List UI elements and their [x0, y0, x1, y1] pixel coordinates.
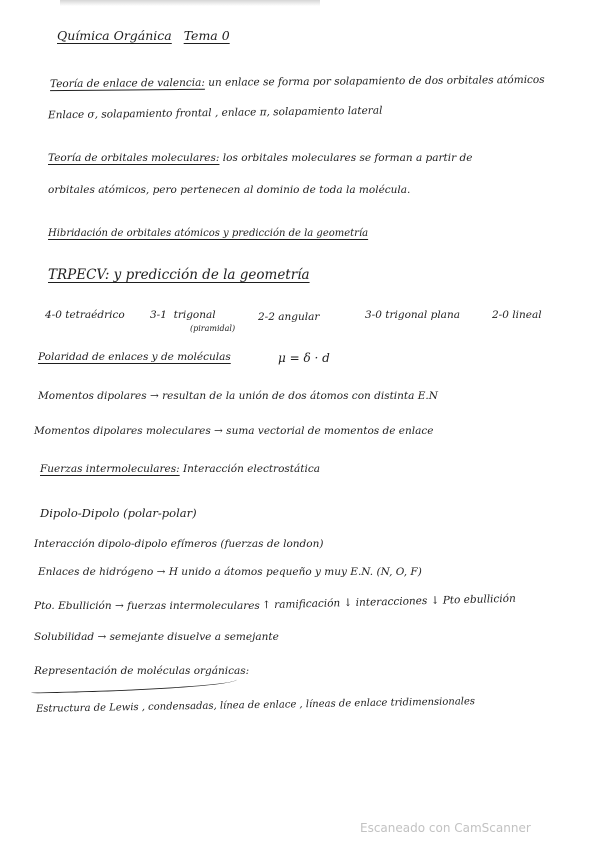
- om-heading: Teoría de orbitales moleculares:: [48, 152, 220, 164]
- om-line-1: [48, 152, 472, 165]
- representacion-text: Estructura de Lewis , condensadas, línea de enlace , líneas de enlace tridimensionales: [35, 696, 476, 715]
- hibridacion-heading: [48, 228, 368, 240]
- scanner-watermark: Escaneado con CamScanner: [360, 821, 531, 835]
- solubilidad: Solubilidad → semejante disuelve a semejante: [34, 631, 279, 643]
- representacion-underline: [31, 677, 237, 693]
- enlaces-hidrogeno: Enlaces de hidrógeno → H unido a átomos pequeño y muy E.N. (N, O, F): [38, 566, 422, 578]
- fuerzas-heading: Fuerzas intermoleculares:: [40, 463, 180, 475]
- geometry-trigonal-plana: 3-0 trigonal plana: [365, 309, 460, 321]
- representacion-heading: Representación de moléculas orgánicas:: [34, 665, 250, 677]
- geometry-tetraedrico: 4-0 tetraédrico: [45, 309, 125, 321]
- valencia-heading: Teoría de enlace de valencia:: [49, 76, 205, 91]
- geometry-trigonal-number: 3-1: [150, 309, 167, 321]
- scan-edge-shadow: [60, 0, 320, 6]
- dipolo-dipolo: Dipolo-Dipolo (polar-polar): [40, 506, 197, 520]
- geometry-piramidal-note: (piramidal): [190, 324, 236, 333]
- geometry-trigonal-piramidal: [150, 309, 216, 322]
- valencia-text: un enlace se forma por solapamiento de dos orbitales atómicos: [208, 73, 545, 89]
- momentos-moleculares: Momentos dipolares moleculares → suma vectorial de momentos de enlace: [34, 425, 434, 437]
- om-line-2: orbitales atómicos, pero pertenecen al dominio de toda la molécula.: [48, 184, 411, 196]
- sigma-pi-line: Enlace σ, solapamiento frontal , enlace π, solapamiento lateral: [47, 104, 383, 122]
- notes-title: [57, 28, 230, 43]
- trpecv-heading: [48, 267, 310, 283]
- polaridad-heading: [38, 351, 231, 364]
- geometry-trigonal-label: trigonal: [173, 309, 216, 321]
- om-text-1: los orbitales moleculares se forman a partir de: [222, 152, 473, 164]
- trpecv-heading-text: TRPECV: y predicción de la geometría: [48, 267, 310, 283]
- geometry-lineal: 2-0 lineal: [492, 309, 542, 321]
- ebullicion-line-2: ↑ ramificación ↓ interacciones ↓ Pto ebullición: [261, 592, 516, 612]
- momentos-dipolares: Momentos dipolares → resultan de la unión de dos átomos con distinta E.N: [38, 390, 438, 402]
- title-topic: Tema 0: [183, 28, 230, 43]
- fuerzas-line: [40, 463, 320, 476]
- fuerzas-text: Interacción electrostática: [183, 463, 320, 475]
- title-subject: Química Orgánica: [57, 28, 172, 43]
- hibridacion-heading-text: Hibridación de orbitales atómicos y predicción de la geometría: [48, 228, 369, 239]
- ebullicion-line-1: Pto. Ebullición → fuerzas intermoleculares: [34, 600, 260, 612]
- dipolo-efimero: Interacción dipolo-dipolo efímeros (fuerzas de london): [34, 538, 324, 550]
- dipole-formula: μ = δ · d: [278, 351, 330, 365]
- geometry-angular: 2-2 angular: [258, 311, 320, 323]
- polaridad-heading-text: Polaridad de enlaces y de moléculas: [38, 351, 231, 363]
- valencia-line: [50, 74, 545, 91]
